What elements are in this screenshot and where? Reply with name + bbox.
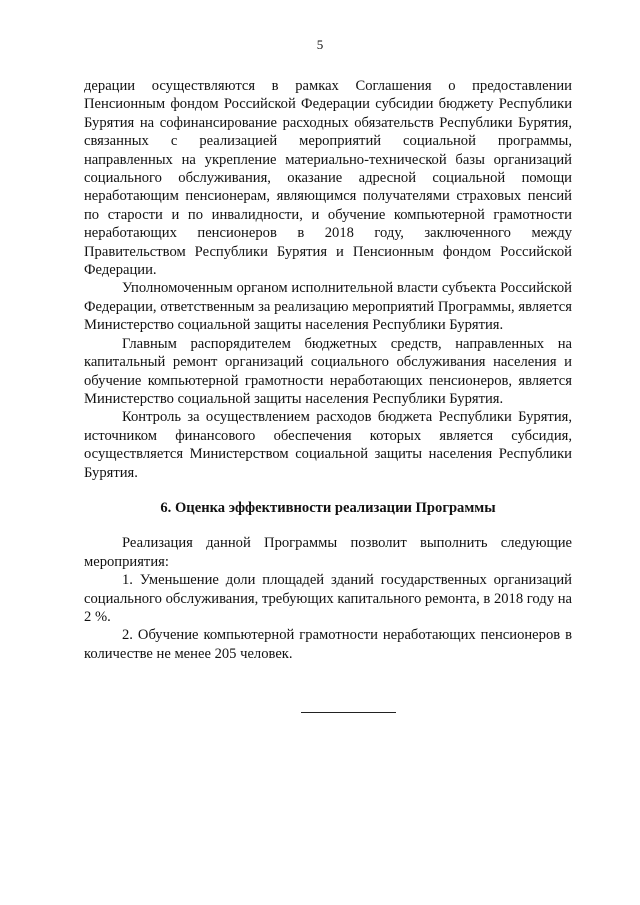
end-divider — [301, 712, 396, 713]
paragraph-authorized-body: Уполномоченным органом исполнительной власти субъекта Российской Федерации, ответственным за реализацию мероприятий Программы, является Министерство социальной защиты населения Республики Бурятия. — [84, 280, 572, 334]
paragraph-budget-manager: Главным распорядителем бюджетных средств, направленных на капитальный ремонт организаций социального обслуживания населения и обучение компьютерной грамотности неработающих пенсионеров, является Министерство социальной защиты населения Республики Бурятия. — [84, 335, 572, 407]
section-heading: 6. Оценка эффективности реализации Программы — [160, 499, 496, 516]
list-item-1: 1. Уменьшение доли площадей зданий государственных организаций социального обслуживания, требующих капитального ремонта, в 2018 году на 2 %. — [84, 572, 572, 625]
paragraph-implementation: Реализация данной Программы позволит выполнить следующие мероприятия: — [84, 535, 572, 570]
page-number: 5 — [316, 37, 324, 52]
paragraph-control: Контроль за осуществлением расходов бюджета Республики Бурятия, источником финансового обеспечения которых является субсидия, осуществляется Министерством социальной защиты населения Республики Бурятия. — [84, 409, 572, 481]
paragraph-agreement: дерации осуществляются в рамках Соглашения о предоставлении Пенсионным фондом Российской Федерации субсидии бюджету Республики Бурятия на софинансирование расходных обязательств Республики Бурятия, связанных с реализацией мероприятий социальной программы, направленных на укрепление материально-технической базы организаций социального обслуживания, оказание адресной социальной помощи неработающим пенсионерам, являющимся получателями страховых пенсий по старости и по инвалидности, и обучение компьютерной грамотности неработающих пенсионеров в 2018 году, заключенного между Правительством Республики Бурятия и Пенсионным фондом Российской Федерации. — [84, 78, 572, 279]
list-item-2: 2. Обучение компьютерной грамотности неработающих пенсионеров в количестве не менее 205 человек. — [84, 627, 572, 662]
document-body — [84, 77, 572, 663]
